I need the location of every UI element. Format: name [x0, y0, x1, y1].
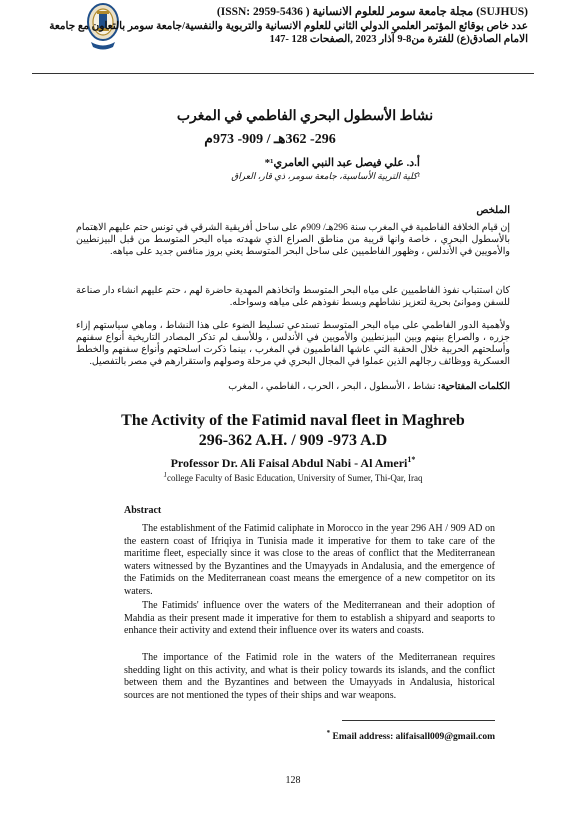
page-number: 128	[285, 775, 301, 786]
arabic-keywords	[76, 381, 510, 392]
english-affiliation-text: college Faculty of Basic Education, University of Sumer, Thi-Qar, Iraq	[166, 473, 423, 483]
arabic-author: أ.د. علي فيصل عبد النبي العامري¹*	[264, 157, 420, 169]
english-abstract-heading: Abstract	[124, 505, 162, 516]
arabic-keywords-label: الكلمات المفتاحية:	[437, 382, 510, 392]
english-abstract-paragraph: The Fatimids' influence over the waters of the Mediterranean and their adoption of Mahdia as their present made it imperative for them to establish a shipyard and seaports to enhance their activity and extend their influence over its waters and coasts.	[124, 600, 495, 636]
arabic-abstract-paragraph: ولأهمية الدور الفاطمي على مياه البحر المتوسط تستدعي تسليط الضوء على هذا النشاط ، وماهي سياستهم إزاء جزره ، والصراع بينهم وبين البيزنطيين والأمويين في الأندلس ، وللأسف لم تذكر المصادر التاريخية أنواع سفنهم وأسلحتهم الحربية خلال الحقبة التي عاشها الفاطميون في المغرب ، بينما ذكرت اسلحتهم وأنواع سفنهم والخطط العسكرية ووظائف رجالهم الذين عملوا في المجال البحري في مرحلة وصولهم واستقرارهم في مصر بالتفصيل.	[76, 321, 510, 367]
english-title-dates: 296-362 A.H. / 909 -973 A.D	[198, 432, 388, 449]
footnote-marker: *	[326, 729, 331, 737]
arabic-abstract-paragraph: كان استتباب نفوذ الفاطميين على مياه البحر المتوسط واتخاذهم المهدية حاضرة لهم ، حتم عليهم انشاء دار صناعة للسفن وموانئ بحرية لتعزيز نشاطهم وبسط نفوذهم على مياهه وسواحله.	[76, 286, 510, 308]
footnote-divider	[342, 720, 495, 721]
arabic-dates: 296- 362هـ / 909- 973م	[204, 132, 336, 147]
english-author	[40, 455, 546, 471]
header-divider	[32, 73, 534, 74]
conference-header-info: عدد خاص بوقائع المؤتمر العلمي الدولي الثاني للعلوم الانسانية والتربوية والنفسية/جامعة سومر بالتعاون مع جامعة الامام الصادق(ع) للفترة من8-9 آذار 2023 ,الصفحات 128 -147	[49, 21, 528, 45]
footnote-email-text: Email address: alifaisall009@gmail.com	[330, 732, 495, 743]
arabic-affiliation: ¹كلية التربية الأساسية، جامعة سومر، ذي قار، العراق	[231, 171, 420, 181]
arabic-abstract-heading: الملخص	[476, 205, 510, 216]
english-title-line: The Activity of the Fatimid naval fleet in Maghreb	[121, 412, 465, 429]
arabic-title: نشاط الأسطول البحري الفاطمي في المغرب	[176, 109, 434, 124]
footnote-email	[280, 729, 495, 742]
author-marker: 1*	[407, 455, 416, 464]
arabic-keywords-list: نشاط ، الأسطول ، البحر ، الحرب ، الفاطمي ، المغرب	[228, 382, 438, 392]
english-title	[40, 411, 546, 451]
english-author-name: Professor Dr. Ali Faisal Abdul Nabi - Al Ameri	[170, 456, 408, 470]
english-abstract-paragraph: The establishment of the Fatimid caliphate in Morocco in the year 296 AH / 909 AD on the eastern coast of Ifriqiya in Tunisia made it imperative for them to take care of the maritime fleet, especially since it was close to the areas of conflict that the Mediterranean waters witnessed by the Byzantines and the Umayyads in Andalusia, and the emergence of the Fatimids on the Mediterranean coast means the emergence of a new competitor on its waters.	[124, 523, 495, 597]
journal-header-title: (SUJHUS) مجلة جامعة سومر للعلوم الانسانية ( ISSN: 2959-5436)	[216, 6, 528, 18]
english-affiliation	[40, 471, 546, 483]
arabic-abstract-paragraph: إن قيام الخلافة الفاطمية في المغرب سنة 296هـ/ 909م على ساحل أفريقية الشرقي في تونس حتم عليهم الاهتمام بالأسطول البحري ، خاصة وانها قريبة من مناطق الصراع الذي شهدته مياه البحر المتوسط من قبل البيزنطيين والأمويين في الأندلس ، وظهور الفاطميين على ساحل البحر المتوسط يعني بروز منافس جديد على مياهه.	[76, 223, 510, 257]
affiliation-marker: 1	[163, 471, 167, 479]
english-abstract-paragraph: The importance of the Fatimid role in the waters of the Mediterranean requires shedding light on this activity, and what is their policy towards its islands, and the conflict between them and the Byzantines and between the Umayyads in Andalusia, historical sources are not mentioned the types of their ships and war weapons.	[124, 652, 495, 701]
